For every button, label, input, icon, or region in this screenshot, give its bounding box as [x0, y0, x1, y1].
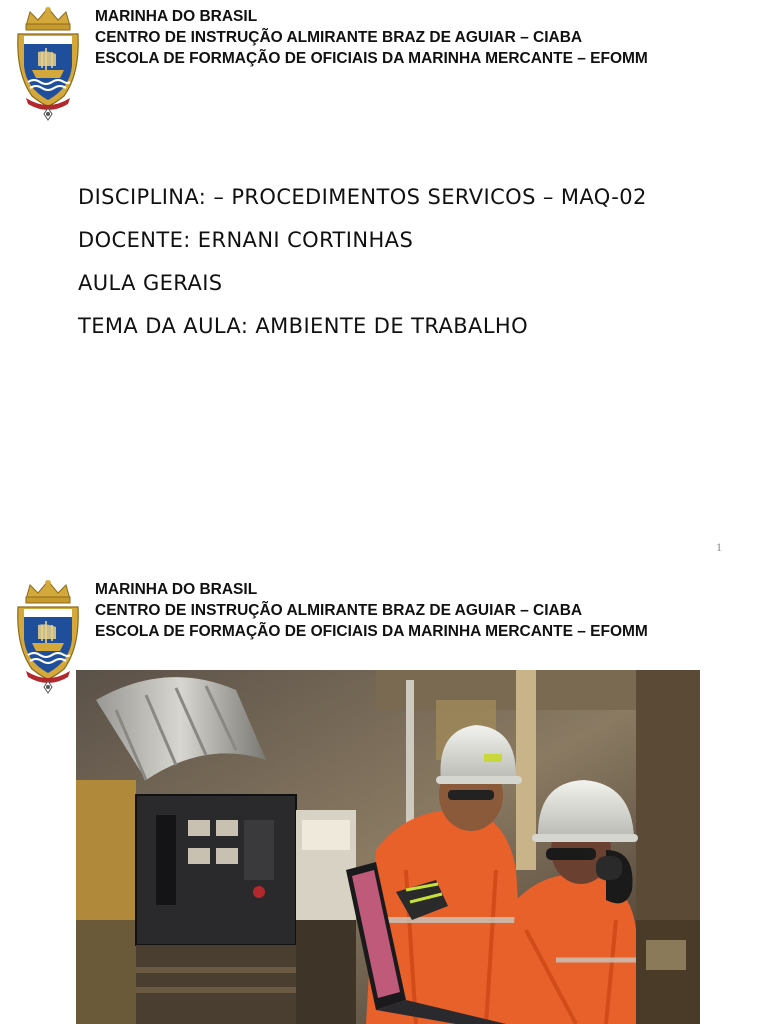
header-line-navy: MARINHA DO BRASIL [95, 581, 258, 598]
discipline-line: DISCIPLINA: – PROCEDIMENTOS SERVICOS – MAQ-02 [78, 185, 647, 209]
navy-crest-icon [12, 577, 84, 695]
header-line-efomm: ESCOLA DE FORMAÇÃO DE OFICIAIS DA MARINHA MERCANTE – EFOMM [95, 623, 648, 640]
course-info [78, 176, 647, 348]
header-line-efomm: ESCOLA DE FORMAÇÃO DE OFICIAIS DA MARINHA MERCANTE – EFOMM [95, 50, 648, 67]
header-line-navy: MARINHA DO BRASIL [95, 8, 258, 25]
institution-header [95, 6, 648, 69]
topic-line: TEMA DA AULA: AMBIENTE DE TRABALHO [78, 314, 529, 338]
navy-crest-icon [12, 4, 84, 122]
slide-2 [0, 573, 768, 1024]
teacher-line: DOCENTE: ERNANI CORTINHAS [78, 228, 414, 252]
page-number: 1 [716, 540, 722, 554]
engine-room-workers-photo-icon [76, 670, 700, 1024]
class-line: AULA GERAIS [78, 271, 223, 295]
header-line-ciaba: CENTRO DE INSTRUÇÃO ALMIRANTE BRAZ DE AGUIAR – CIABA [95, 602, 583, 619]
engine-room-photo [76, 670, 700, 1024]
institution-header [95, 579, 648, 642]
header-line-ciaba: CENTRO DE INSTRUÇÃO ALMIRANTE BRAZ DE AGUIAR – CIABA [95, 29, 583, 46]
